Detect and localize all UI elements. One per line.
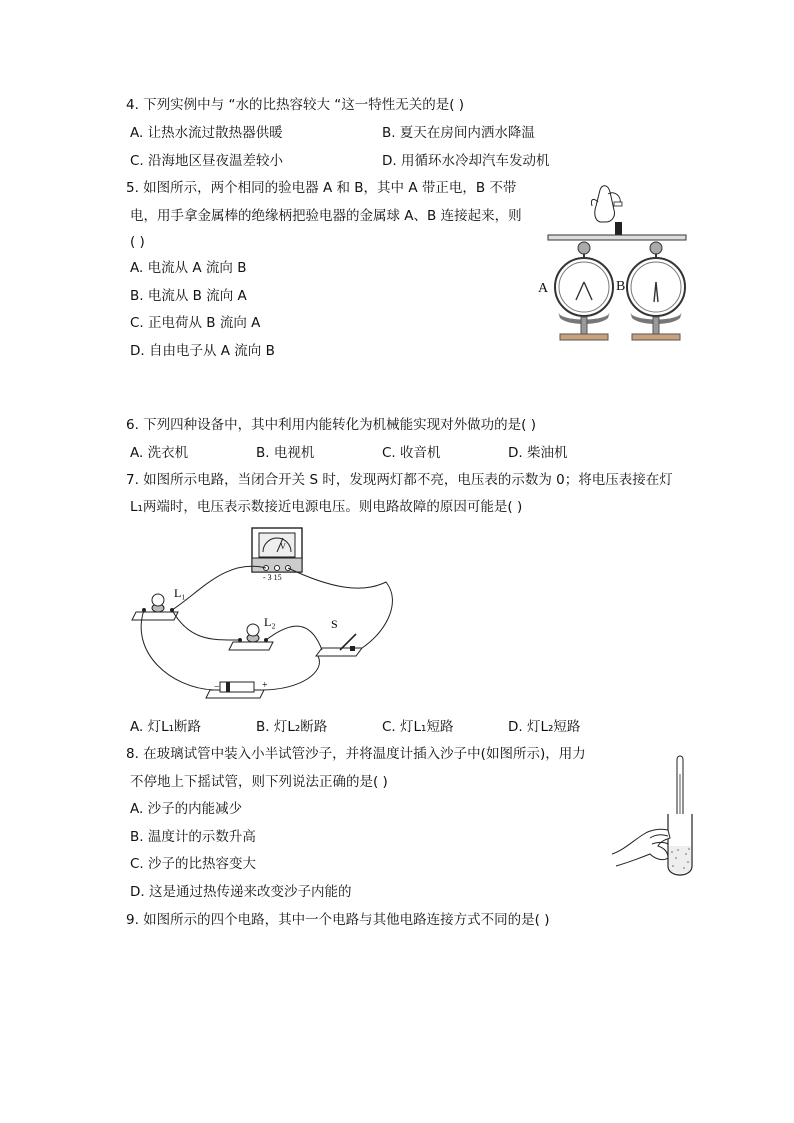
q5-option-a: A. 电流从 A 流向 B	[130, 260, 247, 276]
q7-option-a: A. 灯L₁断路	[130, 719, 202, 735]
q5-stem-line3: ( )	[130, 234, 145, 250]
q4-option-b: B. 夏天在房间内洒水降温	[382, 125, 535, 141]
q5-option-d: D. 自由电子从 A 流向 B	[130, 343, 275, 359]
q8-option-c: C. 沙子的比热容变大	[130, 856, 257, 872]
q7-option-c: C. 灯L₁短路	[382, 719, 454, 735]
q8-stem-line1: 8. 在玻璃试管中装入小半试管沙子，并将温度计插入沙子中(如图所示)，用力	[126, 746, 586, 762]
q4-stem: 4. 下列实例中与 “水的比热容较大 “这一特性无关的是( )	[126, 97, 465, 113]
q6-option-d: D. 柴油机	[508, 445, 568, 461]
q4-option-a: A. 让热水流过散热器供暖	[130, 125, 283, 141]
q4-option-c: C. 沿海地区昼夜温差较小	[130, 153, 284, 169]
circuit-figure	[130, 522, 410, 704]
voltmeter-terminals: - 3 15	[263, 573, 282, 582]
q9-stem: 9. 如图所示的四个电路，其中一个电路与其他电路连接方式不同的是( )	[126, 912, 550, 928]
q7-stem-line1: 7. 如图所示电路，当闭合开关 S 时，发现两灯都不亮，电压表的示数为 0；将电压表接在灯	[126, 472, 673, 488]
q5-stem-line1: 5. 如图所示，两个相同的验电器 A 和 B，其中 A 带正电，B 不带	[126, 180, 517, 196]
electroscope-label-a: A	[538, 281, 549, 296]
battery-plus: +	[262, 680, 268, 691]
lamp-l2-label: L₂	[264, 615, 276, 629]
test-tube-figure	[610, 754, 700, 878]
q8-option-a: A. 沙子的内能减少	[130, 801, 243, 817]
q8-option-d: D. 这是通过热传递来改变沙子内能的	[130, 884, 352, 900]
battery-minus: −	[214, 682, 220, 693]
q6-option-a: A. 洗衣机	[130, 445, 189, 461]
q5-option-c: C. 正电荷从 B 流向 A	[130, 315, 261, 331]
voltmeter-label: V	[280, 542, 286, 551]
q7-option-d: D. 灯L₂短路	[508, 719, 581, 735]
q6-option-c: C. 收音机	[382, 445, 441, 461]
q7-stem-line2: L₁两端时，电压表示数接近电源电压。则电路故障的原因可能是( )	[130, 499, 523, 515]
q8-option-b: B. 温度计的示数升高	[130, 829, 256, 845]
q5-stem-line2: 电，用手拿金属棒的绝缘柄把验电器的金属球 A、B 连接起来，则	[130, 208, 522, 224]
q8-stem-line2: 不停地上下摇试管，则下列说法正确的是( )	[130, 774, 388, 790]
electroscope-figure	[530, 182, 700, 347]
q5-option-b: B. 电流从 B 流向 A	[130, 288, 247, 304]
q4-option-d: D. 用循环水冷却汽车发动机	[382, 153, 550, 169]
lamp-l1-label: L₁	[174, 586, 186, 600]
q6-stem: 6. 下列四种设备中，其中利用内能转化为机械能实现对外做功的是( )	[126, 417, 536, 433]
q7-option-b: B. 灯L₂断路	[256, 719, 328, 735]
q6-option-b: B. 电视机	[256, 445, 315, 461]
switch-label: S	[331, 617, 338, 631]
electroscope-label-b: B	[616, 279, 626, 294]
